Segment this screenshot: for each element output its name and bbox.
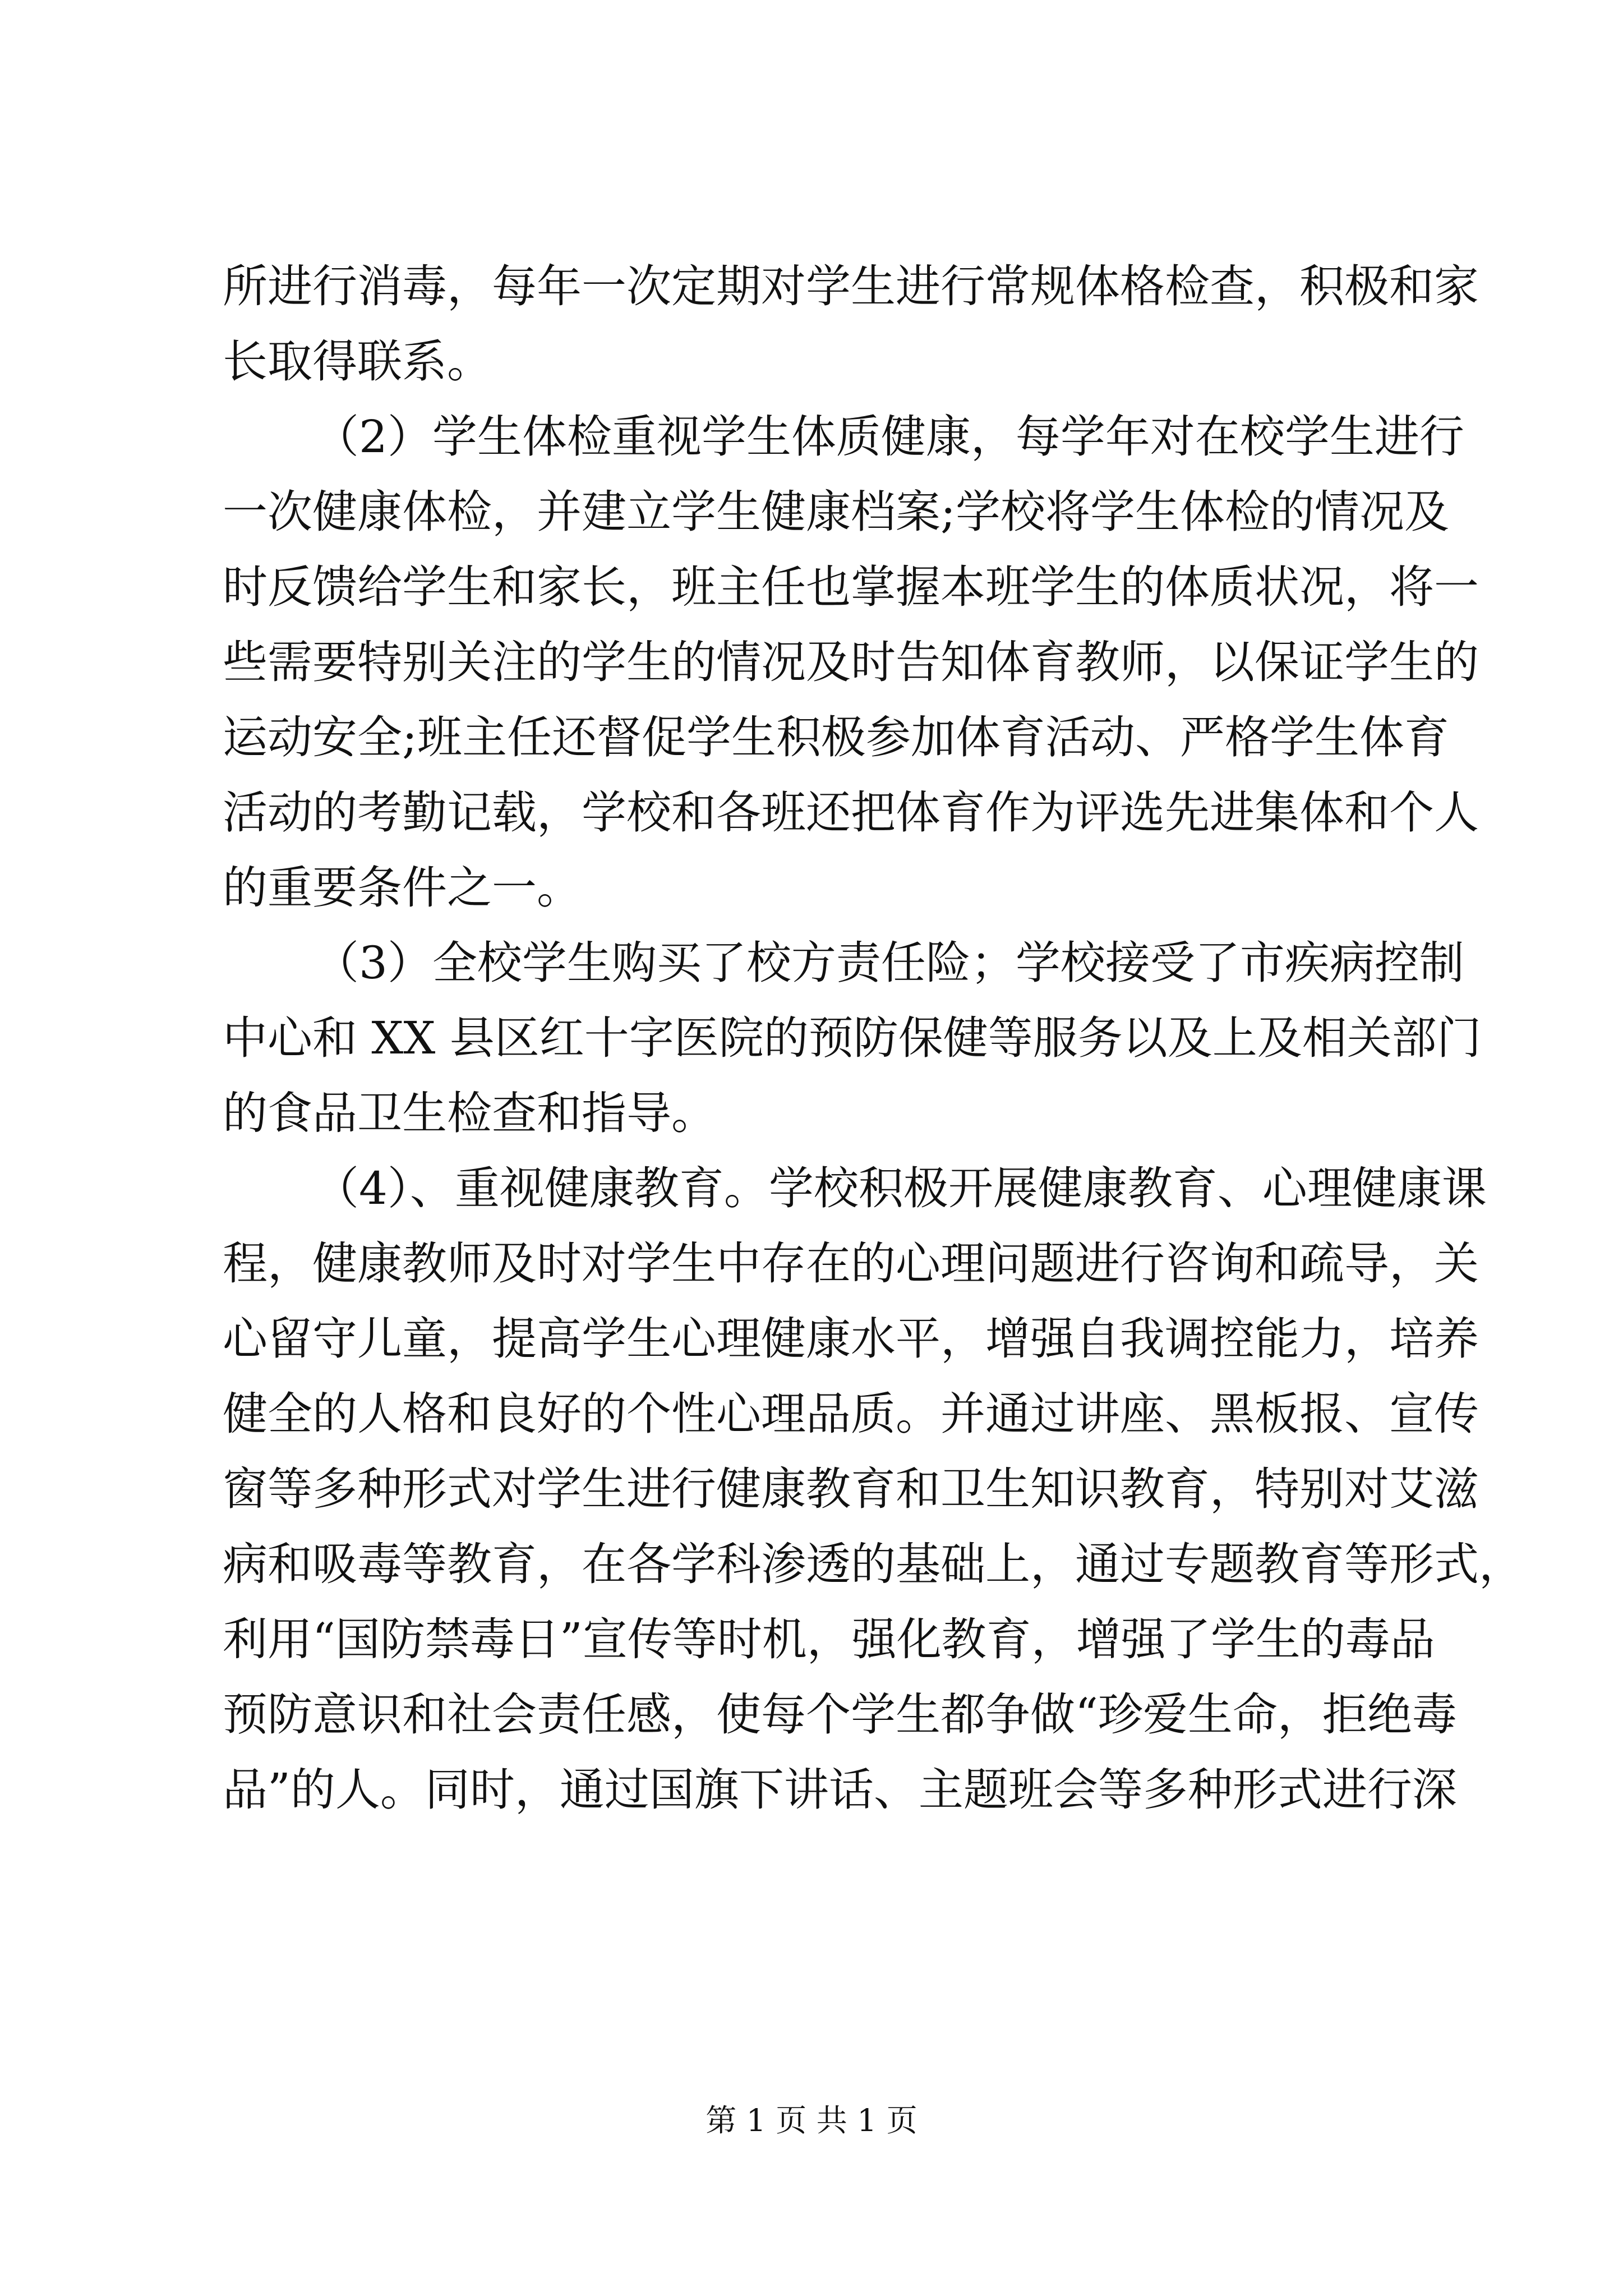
text-line: 时反馈给学生和家长，班主任也掌握本班学生的体质状况，将一	[223, 561, 1479, 613]
text-line: 一次健康体检，并建立学生健康档案;学校将学生体检的情况及	[223, 486, 1449, 538]
text-line: 健全的人格和良好的个性心理品质。并通过讲座、黑板报、宣传	[223, 1388, 1479, 1440]
paragraph-start-line: （2）学生体检重视学生体质健康，每学年对在校学生进行	[314, 411, 1464, 463]
text-line: 中心和 XX 县区红十字医院的预防保健等服务以及上及相关部门	[223, 1012, 1482, 1064]
text-line: 程，健康教师及时对学生中存在的心理问题进行咨询和疏导，关	[223, 1237, 1479, 1290]
text-line: 长取得联系。	[223, 335, 492, 388]
text-line: 病和吸毒等教育，在各学科渗透的基础上，通过专题教育等形式，	[223, 1538, 1524, 1590]
text-line: 活动的考勤记载，学校和各班还把体育作为评选先进集体和个人	[223, 786, 1479, 839]
text-line: 运动安全;班主任还督促学生积极参加体育活动、严格学生体育	[223, 711, 1449, 763]
text-line: 窗等多种形式对学生进行健康教育和卫生知识教育，特别对艾滋	[223, 1463, 1479, 1515]
text-line: 品”的人。同时，通过国旗下讲话、主题班会等多种形式进行深	[223, 1764, 1457, 1816]
document-body	[223, 249, 1524, 1828]
paragraph-start-line: （4）、重视健康教育。学校积极开展健康教育、心理健康课	[314, 1162, 1487, 1214]
text-line: 所进行消毒，每年一次定期对学生进行常规体格检查，积极和家	[223, 260, 1479, 312]
text-line: 的重要条件之一。	[223, 862, 582, 914]
text-line: 的食品卫生检查和指导。	[223, 1087, 716, 1139]
page-footer: 第 1 页 共 1 页	[706, 2102, 917, 2138]
text-line: 预防意识和社会责任感，使每个学生都争做“珍爱生命，拒绝毒	[223, 1688, 1457, 1741]
text-line: 利用“国防禁毒日”宣传等时机，强化教育，增强了学生的毒品	[223, 1613, 1435, 1665]
text-line: 心留守儿童，提高学生心理健康水平，增强自我调控能力，培养	[223, 1313, 1479, 1365]
paragraph-start-line: （3）全校学生购买了校方责任险；学校接受了市疾病控制	[314, 937, 1464, 989]
text-line: 些需要特别关注的学生的情况及时告知体育教师，以保证学生的	[223, 636, 1479, 688]
